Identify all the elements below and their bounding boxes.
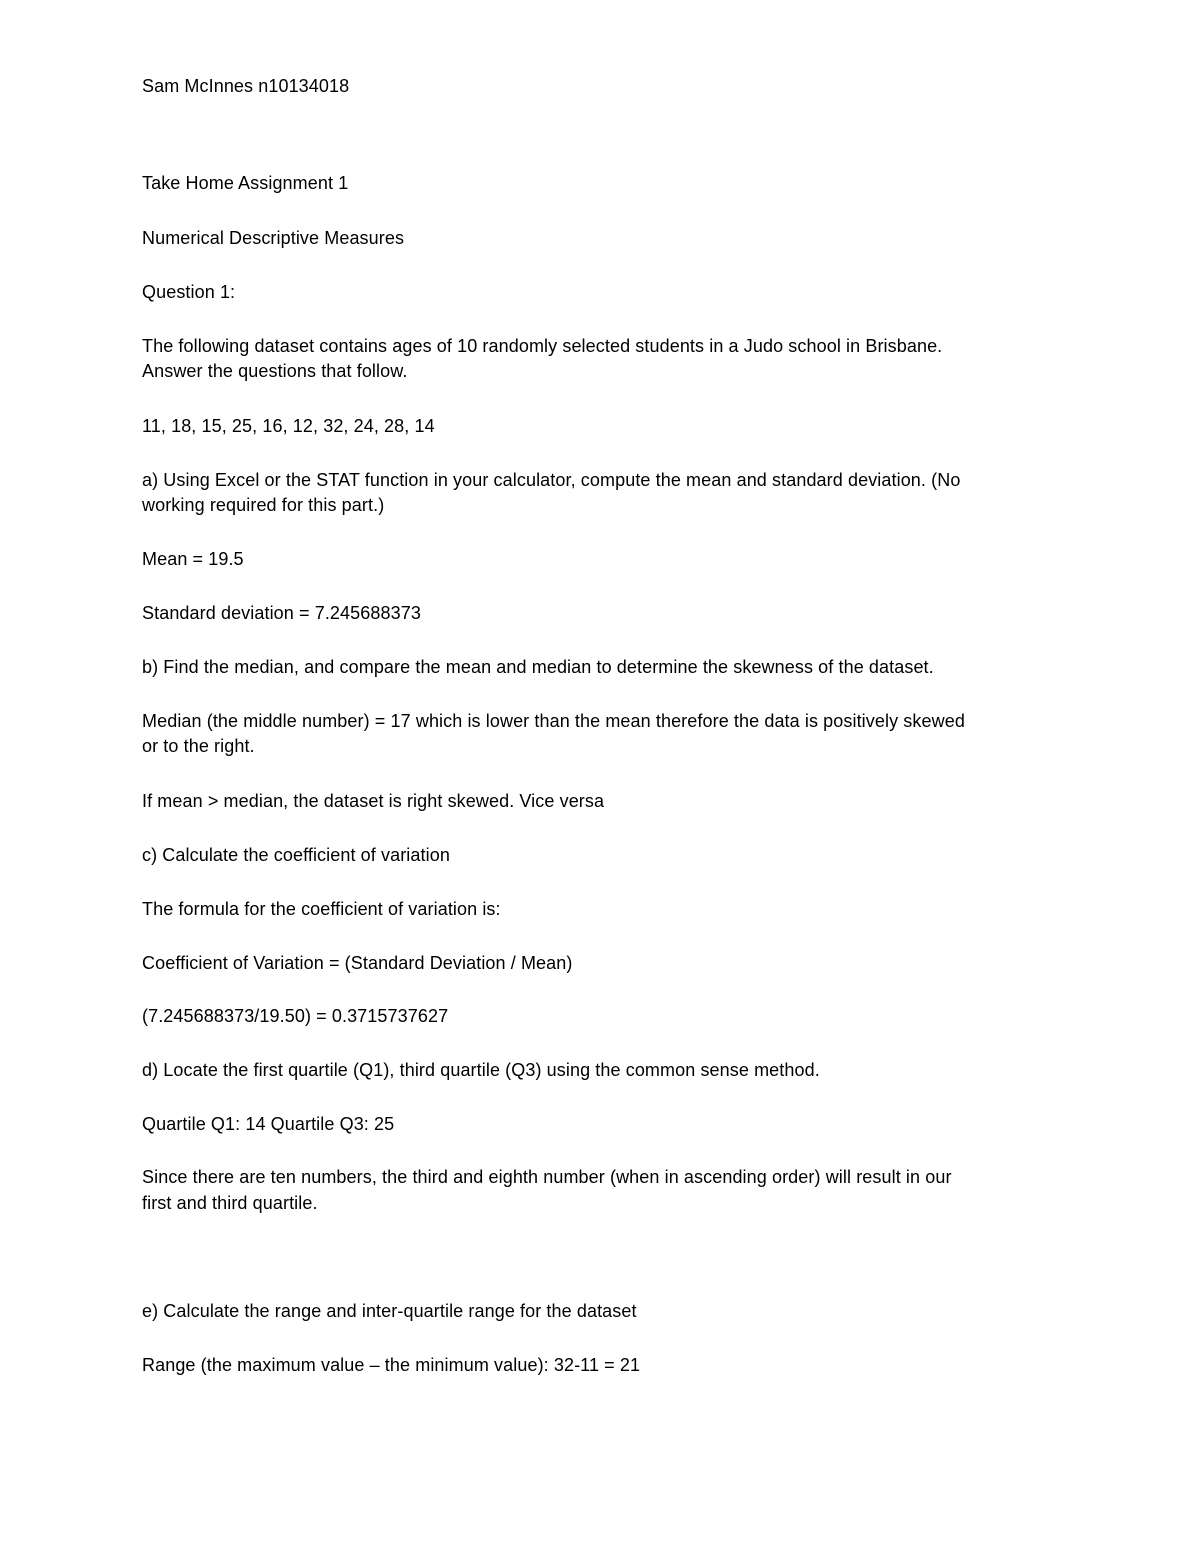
part-a-question-line-2: working required for this part.) <box>142 495 385 515</box>
intro-line-1: The following dataset contains ages of 10 randomly selected students in a Judo school in Brisbane. <box>142 336 943 356</box>
part-d-explanation-line-2: first and third quartile. <box>142 1193 318 1213</box>
part-c-formula: Coefficient of Variation = (Standard Deviation / Mean) <box>142 953 573 973</box>
part-c-calculation: (7.245688373/19.50) = 0.3715737627 <box>142 1006 449 1026</box>
part-d-answer: Quartile Q1: 14 Quartile Q3: 25 <box>142 1114 395 1134</box>
part-b-note: If mean > median, the dataset is right skewed. Vice versa <box>142 791 605 811</box>
std-dev-answer: Standard deviation = 7.245688373 <box>142 603 421 623</box>
part-d-question: d) Locate the first quartile (Q1), third quartile (Q3) using the common sense method. <box>142 1060 820 1080</box>
dataset-values: 11, 18, 15, 25, 16, 12, 32, 24, 28, 14 <box>142 416 435 436</box>
document-title: Take Home Assignment 1 <box>142 173 349 193</box>
part-d-explanation-line-1: Since there are ten numbers, the third and eighth number (when in ascending order) will result in our <box>142 1167 952 1187</box>
mean-answer: Mean = 19.5 <box>142 549 244 569</box>
part-e-question: e) Calculate the range and inter-quartile range for the dataset <box>142 1301 637 1321</box>
document-subtitle: Numerical Descriptive Measures <box>142 228 405 248</box>
intro-line-2: Answer the questions that follow. <box>142 361 408 381</box>
part-b-answer-line-1: Median (the middle number) = 17 which is lower than the mean therefore the data is positively skewed <box>142 711 965 731</box>
author-line: Sam McInnes n10134018 <box>142 76 350 96</box>
part-b-question: b) Find the median, and compare the mean and median to determine the skewness of the dataset. <box>142 657 934 677</box>
part-e-range: Range (the maximum value – the minimum value): 32-11 = 21 <box>142 1355 641 1375</box>
part-a-question-line-1: a) Using Excel or the STAT function in your calculator, compute the mean and standard deviation. (No <box>142 470 961 490</box>
part-b-answer-line-2: or to the right. <box>142 736 255 756</box>
part-c-question: c) Calculate the coefficient of variation <box>142 845 450 865</box>
part-c-intro: The formula for the coefficient of variation is: <box>142 899 501 919</box>
question-heading: Question 1: <box>142 282 236 302</box>
